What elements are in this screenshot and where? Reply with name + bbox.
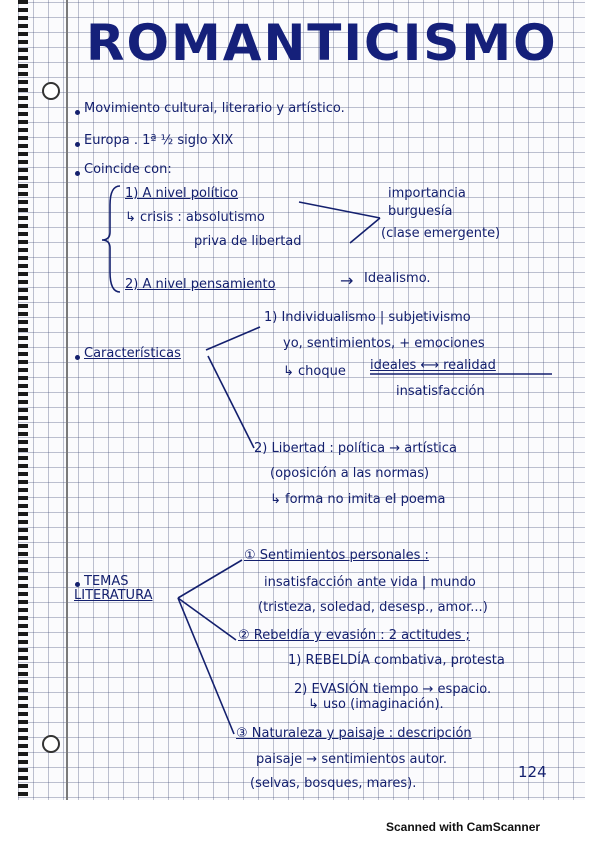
connector-priva [350,218,380,243]
connector-tema-1 [178,560,242,598]
intro-line-3: Coincide con: [84,162,172,177]
arrow-icon: → [340,271,354,290]
notebook-page [18,0,585,800]
coincide-crisis: ↳ crisis : absolutismo [125,210,265,225]
caract-item-2: 2) Libertad : política → artística [254,441,457,456]
coincide-clase: (clase emergente) [381,226,501,241]
connector-politico [299,202,380,218]
caract-sub-1: yo, sentimientos, + emociones [283,336,485,351]
intro-line-1: Movimiento cultural, literario y artístico. [84,101,345,116]
intro-line-2: Europa . 1ª ½ siglo XIX [84,133,234,148]
coincide-item-2: 2) A nivel pensamiento [125,277,276,292]
caract-item-1: 1) Individualismo | subjetivismo [264,310,471,325]
coincide-idealismo: Idealismo. [364,271,431,286]
coincide-priva: priva de libertad [194,234,302,249]
temas-label: TEMAS [84,574,129,589]
page-number: 124 [518,763,547,781]
tema-2-sub-1: 1) REBELDÍA combativa, protesta [288,653,505,668]
tema-1-head: ① Sentimientos personales : [244,548,429,563]
caract-sub-2a: ↳ choque [283,364,346,379]
tema-3-line-2: (selvas, bosques, mares). [250,776,417,791]
coincide-item-1: 1) A nivel político [125,186,239,201]
coincide-burguesia: burguesía [388,204,453,219]
caract-sub-2b: ideales ⟷ realidad [370,358,496,373]
caract-sub-4: (oposición a las normas) [270,466,430,481]
caract-sub-5: ↳ forma no imita el poema [270,492,446,507]
tema-1-line-1: insatisfacción ante vida | mundo [264,575,476,590]
tema-2-sub-3: ↳ uso (imaginación). [308,697,444,712]
literatura-label: LITERATURA [74,588,153,603]
coincide-importancia: importancia [388,186,466,201]
connector-caract-2 [208,356,254,448]
tema-1-line-2: (tristeza, soledad, desesp., amor...) [258,600,488,615]
brace-coincide [102,186,120,292]
page-title: ROMANTICISMO [86,14,558,72]
scanner-watermark: Scanned with CamScanner [386,820,541,834]
caracteristicas-label: Características [84,346,181,361]
tema-3-head: ③ Naturaleza y paisaje : descripción [236,726,472,741]
connector-caract-1 [206,327,260,350]
tema-2-head: ② Rebeldía y evasión : 2 actitudes ; [238,628,470,643]
connector-lines [18,0,585,800]
tema-3-line-1: paisaje → sentimientos autor. [256,752,448,767]
tema-2-sub-2: 2) EVASIÓN tiempo → espacio. [294,682,492,697]
caract-sub-3: insatisfacción [396,384,485,399]
